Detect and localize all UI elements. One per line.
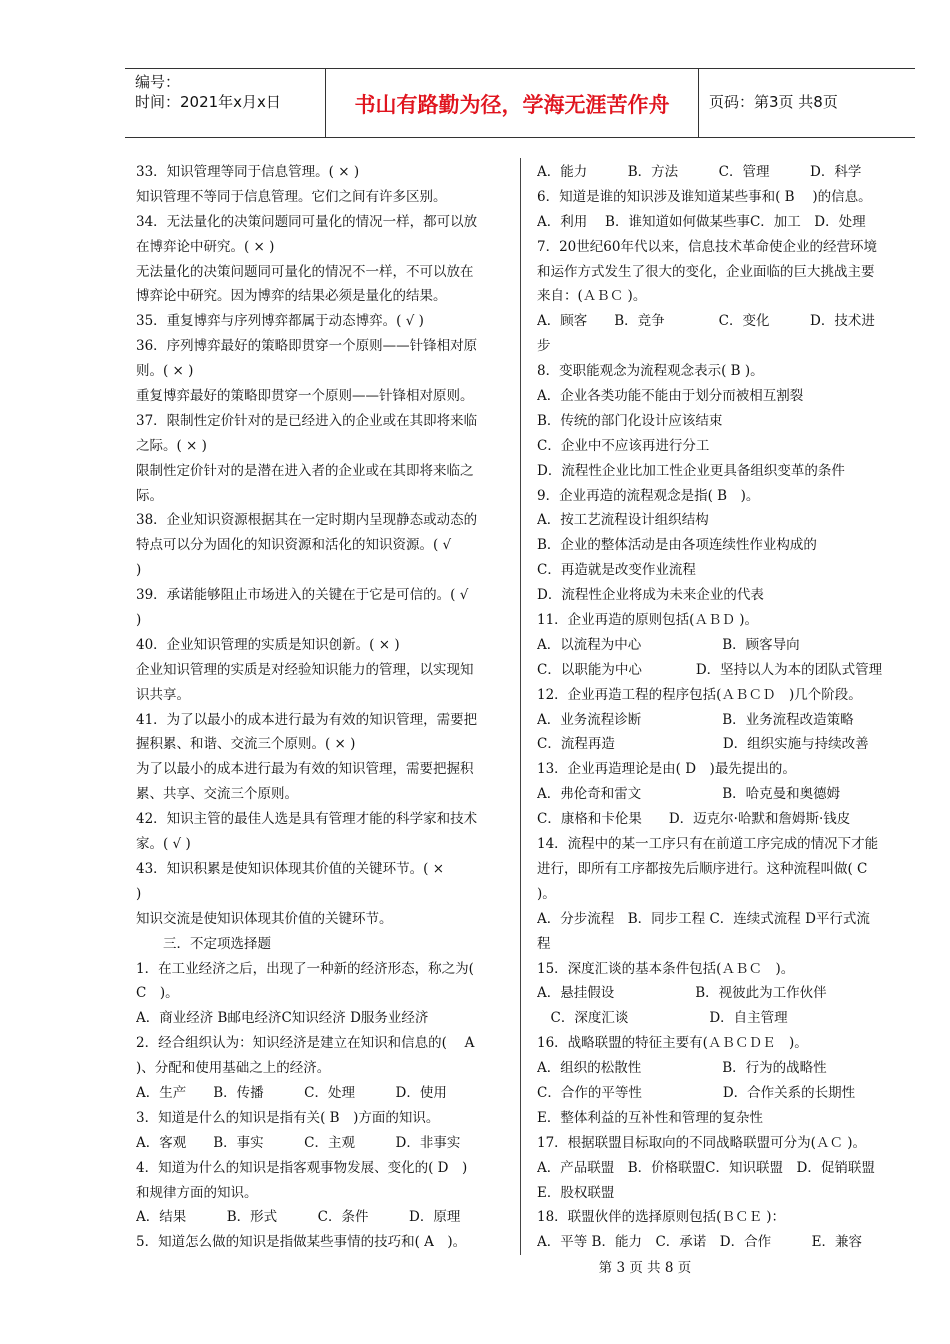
text-line: 累、共享、交流三个原则。 [136,786,298,803]
text-line: 和规律方面的知识。 [136,1184,258,1201]
text-line: E．整体利益的互补性和管理的复杂性 [537,1109,763,1126]
text-line: 博弈论中研究。因为博弈的结果必须是量化的结果。 [136,288,447,305]
text-line: 2．经合组织认为：知识经济是建立在知识和信息的( A [136,1035,475,1052]
text-line: A．结果 B．形式 C．条件 D．原理 [136,1209,461,1226]
motto-text: 书山有路勤为径，学海无涯苦作舟 [354,93,670,117]
text-line: B．企业的整体活动是由各项连续性作业构成的 [537,537,817,554]
text-line: 限制性定价针对的是潜在进入者的企业或在其即将来临之 [136,462,474,479]
text-line: C．以职能为中心 D．坚持以人为本的团队式管理 [537,661,883,678]
text-line: 36．序列博弈最好的策略即贯穿一个原则——针锋相对原 [136,338,478,355]
text-line: A．利用 B．谁知道如何做某些事C．加工 D．处理 [537,213,866,230]
text-line: A．企业各类功能不能由于划分而被相互割裂 [537,388,804,405]
text-line: D．流程性企业比加工性企业更具备组织变革的条件 [537,462,845,479]
text-line: 17．根据联盟目标取向的不同战略联盟可分为(ＡＣ )。 [537,1134,867,1151]
text-line: C．康格和卡伦果 D．迈克尔·哈默和詹姆斯·钱皮 [537,811,851,828]
text-line: 39．承诺能够阻止市场进入的关键在于它是可信的。( √ [136,587,469,604]
text-line: ) [136,885,142,902]
text-line: 43．知识积累是使知识体现其价值的关键环节。( × [136,860,445,877]
text-line: 6．知道是谁的知识涉及谁知道某些事和( B )的信息。 [537,188,872,205]
text-line: A．分步流程 B．同步工程 C．连续式流程 D平行式流 [537,910,870,927]
text-line: 进行，即所有工序都按先后顺序进行。这种流程叫做( C [537,860,868,877]
text-line: C．再造就是改变作业流程 [537,562,696,579]
text-line: A．弗伦奇和雷文 B．哈克曼和奥德姆 [537,786,841,803]
text-line: E．股权联盟 [537,1184,615,1201]
text-line: 握积累、和谐、交流三个原则。( × ) [136,736,356,753]
text-line: ) [136,562,142,579]
page-info: 页码：第3页 共8页 [709,93,838,111]
text-line: 之际。( × ) [136,437,207,454]
header-page-cell [699,69,915,137]
text-line: 9．企业再造的流程观念是指( B )。 [537,487,760,504]
text-line: A．组织的松散性 B．行为的战略性 [537,1060,827,1077]
text-line: 13．企业再造理论是由( D )最先提出的。 [537,761,796,778]
text-line: 来自：(ＡＢＣ )。 [537,288,647,305]
text-line: A．客观 B．事实 C．主观 D．非事实 [136,1134,461,1151]
column-divider [520,158,521,1255]
text-line: 三．不定项选择题 [136,935,271,952]
text-line: 1．在工业经济之后，出现了一种新的经济形态，称之为( [136,960,474,977]
text-line: 重复博弈最好的策略即贯穿一个原则——针锋相对原则。 [136,388,474,405]
text-line: ) [136,612,142,629]
text-line: 16．战略联盟的特征主要有(ＡＢＣＤＥ )。 [537,1035,808,1052]
text-line: A．生产 B．传播 C．处理 D．使用 [136,1084,447,1101]
text-line: A．能力 B．方法 C．管理 D．科学 [537,164,862,180]
page-header [125,68,915,138]
text-line: C．流程再造 D．组织实施与持续改善 [537,736,869,753]
number-label: 编号： [135,73,181,91]
text-line: A．按工艺流程设计组织结构 [537,512,709,529]
text-line: 为了以最小的成本进行最为有效的知识管理，需要把握积 [136,761,474,778]
text-line: 在博弈论中研究。( × ) [136,238,275,255]
text-line: 和运作方式发生了很大的变化，企业面临的巨大挑战主要 [537,263,875,280]
text-line: 18．联盟伙伴的选择原则包括(ＢＣＥ )： [537,1209,786,1226]
text-line: 37．限制性定价针对的是已经进入的企业或在其即将来临 [136,412,478,429]
text-line: 知识管理不等同于信息管理。它们之间有许多区别。 [136,188,447,205]
text-line: 7．20世纪60年代以来，信息技术革命使企业的经营环境 [537,238,877,255]
text-line: 41．为了以最小的成本进行最为有效的知识管理，需要把 [136,711,478,728]
text-line: C．企业中不应该再进行分工 [537,437,710,454]
text-line: 35．重复博弈与序列博弈都属于动态博弈。( √ ) [136,313,424,330]
text-line: 34．无法量化的决策问题同可量化的情况一样，都可以放 [136,213,478,230]
right-column [537,160,907,1255]
text-line: 40．企业知识管理的实质是知识创新。( × ) [136,636,400,653]
text-line: C )。 [136,985,179,1002]
text-line: 3．知道是什么的知识是指有关( B )方面的知识。 [136,1109,440,1126]
text-line: A．顾客 B．竞争 C．变化 D．技术进 [537,313,875,330]
text-line: 42．知识主管的最佳人选是具有管理才能的科学家和技术 [136,811,478,828]
text-line: 无法量化的决策问题同可量化的情况不一样，不可以放在 [136,263,474,280]
text-line: 企业知识管理的实质是对经验知识能力的管理，以实现知 [136,661,474,678]
page-footer: 第 3 页 共 8 页 [598,1260,692,1276]
text-line: 特点可以分为固化的知识资源和活化的知识资源。( √ [136,537,452,554]
text-line: )、分配和使用基础之上的经济。 [136,1060,331,1077]
text-line: A．悬挂假设 B．视彼此为工作伙伴 [537,985,827,1002]
text-line: 38．企业知识资源根据其在一定时期内呈现静态或动态的 [136,512,478,529]
text-line: A．以流程为中心 B．顾客导向 [537,636,800,653]
text-line: 则。( × ) [136,363,194,380]
text-line: A．产品联盟 B．价格联盟C．知识联盟 D．促销联盟 [537,1159,875,1176]
text-line: 33．知识管理等同于信息管理。( × ) [136,164,360,180]
time-label: 时间：2021年x月x日 [135,93,281,111]
text-line: 步 [537,338,551,355]
text-line: 际。 [136,487,163,504]
left-column [136,160,506,1255]
text-line: )。 [537,885,556,902]
text-line: 8．变职能观念为流程观念表示( B )。 [537,363,764,380]
text-line: 5．知道怎么做的知识是指做某些事情的技巧和( A )。 [136,1234,467,1251]
text-line: A．商业经济 B邮电经济C知识经济 D服务业经济 [136,1010,429,1027]
text-line: C．深度汇谈 D．自主管理 [537,1010,788,1027]
text-line: 4．知道为什么的知识是指客观事物发展、变化的( D ) [136,1159,468,1176]
text-line: 程 [537,935,551,952]
text-line: 11．企业再造的原则包括(ＡＢＤ )。 [537,612,759,629]
text-line: 12．企业再造工程的程序包括(ＡＢＣＤ )几个阶段。 [537,686,862,703]
text-line: B．传统的部门化设计应该结束 [537,412,723,429]
text-line: A．业务流程诊断 B．业务流程改造策略 [537,711,854,728]
text-line: C．合作的平等性 D．合作关系的长期性 [537,1084,856,1101]
text-line: 知识交流是使知识体现其价值的关键环节。 [136,910,393,927]
text-line: 15．深度汇谈的基本条件包括(ＡＢＣ )。 [537,960,795,977]
text-line: 家。( √ ) [136,836,191,853]
header-meta-cell [125,69,326,137]
text-line: 识共享。 [136,686,190,703]
text-line: D．流程性企业将成为未来企业的代表 [537,587,764,604]
text-line: A．平等 B．能力 C．承诺 D．合作 E．兼容 [537,1234,862,1251]
header-motto-cell [326,69,699,137]
text-line: 14．流程中的某一工序只有在前道工序完成的情况下才能 [537,836,879,853]
